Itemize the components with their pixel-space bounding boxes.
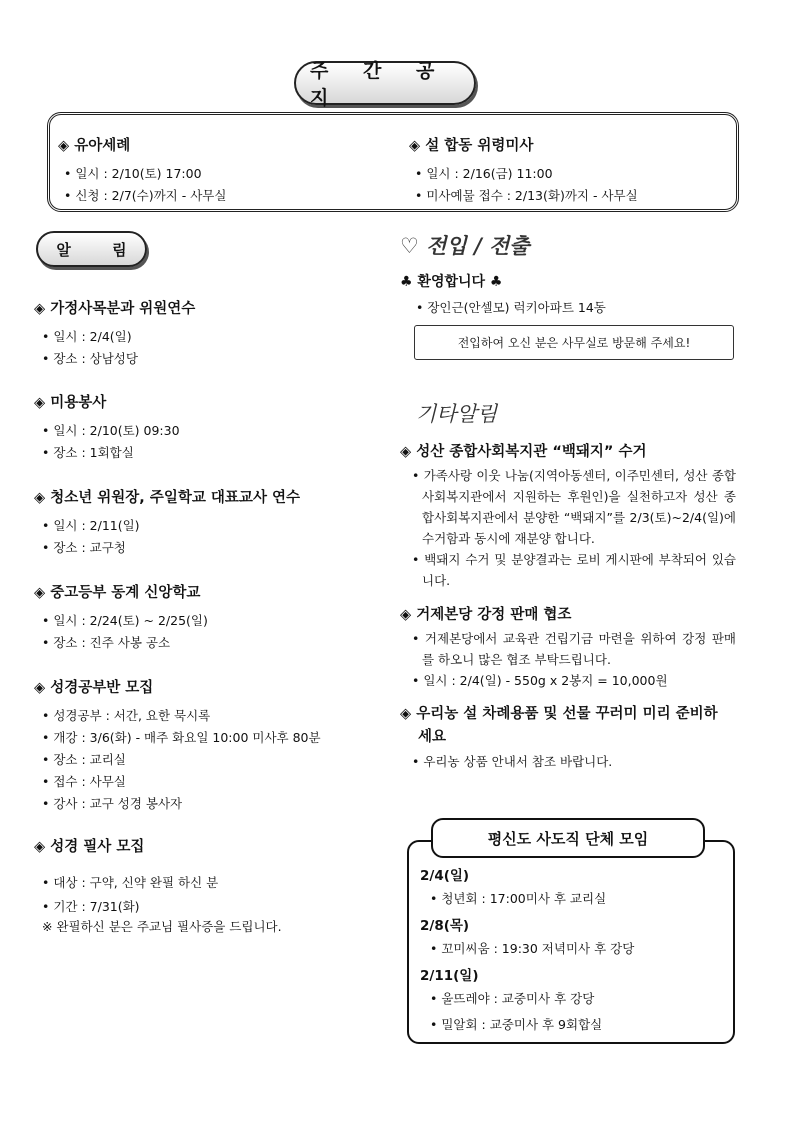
group-item: • 청년회 : 17:00미사 후 교리실 <box>430 891 607 906</box>
other-item-heading: ◈ 성산 종합사회복지관 “백돼지” 수거 <box>400 444 647 460</box>
other-item-pig-bank <box>400 440 736 591</box>
group-date: 2/4(일) <box>420 868 470 884</box>
group-item: • 울뜨레야 : 교중미사 후 강당 <box>430 991 595 1006</box>
section-line: • 개강 : 3/6(화) - 매주 화요일 10:00 미사후 80분 <box>42 730 321 745</box>
group-item: • 밀알회 : 교중미사 후 9회합실 <box>430 1017 603 1032</box>
announcements-title: 알 림 <box>56 240 145 259</box>
group-item: • 꼬미씨움 : 19:30 저녁미사 후 강당 <box>430 941 635 956</box>
section-bible-copy <box>34 835 282 936</box>
other-item-woorinong <box>400 703 730 772</box>
section-youth-training <box>34 486 300 559</box>
other-notices-title: 기타알림 <box>416 402 498 426</box>
section-line: • 장소 : 교구청 <box>42 540 126 555</box>
section-bible-study <box>34 676 321 815</box>
section-beauty-service <box>34 391 180 464</box>
section-line: • 장소 : 진주 사봉 공소 <box>42 635 171 650</box>
page-title-badge <box>294 60 476 109</box>
notice-line: • 일시 : 2/16(금) 11:00 <box>415 166 553 181</box>
section-line: • 일시 : 2/11(일) <box>42 518 140 533</box>
group-day-1 <box>420 916 634 962</box>
section-family-ministry <box>34 297 195 370</box>
section-line: • 강사 : 교구 성경 봉사자 <box>42 796 183 811</box>
notice-heading: ◈ 설 합동 위령미사 <box>409 138 534 154</box>
notice-line: • 미사예물 접수 : 2/13(화)까지 - 사무실 <box>415 188 638 203</box>
notice-line: • 신청 : 2/7(수)까지 - 사무실 <box>64 188 227 203</box>
section-heading: ◈ 가정사목분과 위원연수 <box>34 301 196 317</box>
page-title: 주 간 공 지 <box>310 60 449 109</box>
group-date: 2/11(일) <box>420 968 479 984</box>
section-line: • 일시 : 2/24(토) ~ 2/25(일) <box>42 613 208 628</box>
section-line: • 장소 : 교리실 <box>42 752 126 767</box>
section-line: • 일시 : 2/4(일) <box>42 329 132 344</box>
other-item-para: • 백돼지 수거 및 분양결과는 로비 게시판에 부착되어 있습니다. <box>412 552 736 588</box>
other-item-para: • 우리농 상품 안내서 참조 바랍니다. <box>412 754 613 769</box>
section-heading: ◈ 성경공부반 모집 <box>34 680 154 696</box>
other-item-para: • 거제본당에서 교육관 건립기금 마련을 위하여 강정 판매를 하오니 많은 협조 부탁드립니다. <box>412 631 736 667</box>
section-heading: ◈ 중고등부 동계 신앙학교 <box>34 585 201 601</box>
notice-line: • 일시 : 2/10(토) 17:00 <box>64 166 202 181</box>
section-line: • 접수 : 사무실 <box>42 774 126 789</box>
group-day-0 <box>420 866 606 912</box>
group-day-2 <box>420 966 602 1038</box>
transfer-notice-text: 전입하여 오신 분은 사무실로 방문해 주세요! <box>457 336 691 350</box>
section-line: ※ 완필하신 분은 주교님 필사증을 드립니다. <box>42 919 282 934</box>
section-heading: ◈ 성경 필사 모집 <box>34 839 145 855</box>
other-item-para: • 가족사랑 이웃 나눔(지역아동센터, 이주민센터, 성산 종합사회복지관에서 지원하는 후원인)을 실천하고자 성산 종합사회복지관에서 분양한 “백돼지”를 2/3(토)~2/4(일)에 수거함과 동시에 재분양 합니다. <box>412 468 736 546</box>
section-heading: ◈ 청소년 위원장, 주일학교 대표교사 연수 <box>34 490 301 506</box>
notice-memorial-mass <box>409 134 638 207</box>
section-line: • 장소 : 1회합실 <box>42 445 134 460</box>
welcome-heading: ♣ 환영합니다 ♣ <box>400 274 503 290</box>
section-winter-school <box>34 581 208 654</box>
transfer-line: • 장인근(안셀모) 럭키아파트 14동 <box>416 300 606 315</box>
section-line: • 일시 : 2/10(토) 09:30 <box>42 423 180 438</box>
notice-infant-baptism <box>58 134 226 207</box>
other-item-gangjeong <box>400 603 736 691</box>
transfer-notice-box <box>414 325 734 360</box>
other-item-heading: ◈ 우리농 설 차례용품 및 선물 꾸러미 미리 준비하세요 <box>400 706 718 745</box>
section-heading: ◈ 미용봉사 <box>34 395 107 411</box>
other-item-heading: ◈ 거제본당 강정 판매 협조 <box>400 607 572 623</box>
announcements-badge <box>36 231 147 267</box>
section-line: • 기간 : 7/31(화) <box>42 899 140 914</box>
group-meetings-title: 평신도 사도직 단체 모임 <box>431 818 705 858</box>
other-item-para: • 일시 : 2/4(일) - 550g x 2봉지 = 10,000원 <box>412 673 668 688</box>
section-line: • 성경공부 : 서간, 요한 묵시록 <box>42 708 211 723</box>
transfer-title: ♡ 전입 / 전출 <box>400 233 530 258</box>
section-line: • 대상 : 구약, 신약 완필 하신 분 <box>42 875 219 890</box>
section-line: • 장소 : 상남성당 <box>42 351 138 366</box>
group-date: 2/8(목) <box>420 918 470 934</box>
notice-heading: ◈ 유아세례 <box>58 138 131 154</box>
